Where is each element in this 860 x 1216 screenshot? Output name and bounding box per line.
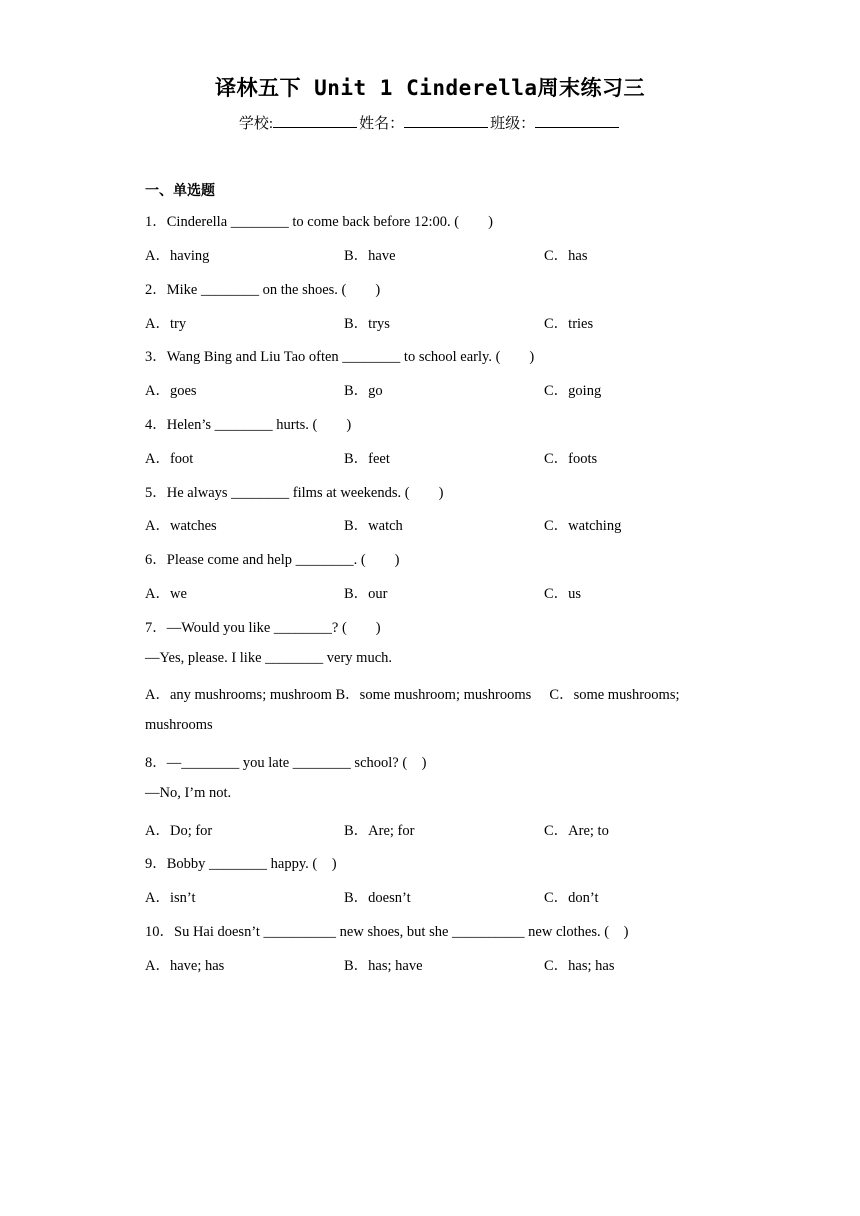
name-label: 姓名： (359, 116, 405, 132)
question-5-option-c: C．watching (544, 518, 622, 534)
section-title: 一、单选题 (145, 183, 215, 199)
question-2-option-b: B．trys (344, 316, 390, 332)
class-label: 班级： (490, 116, 536, 132)
class-blank (535, 114, 619, 128)
question-5-stem: 5．He always ________ films at weekends. ( ) (145, 485, 444, 501)
question-4-option-b: B．feet (344, 451, 390, 467)
question-6-option-a: A．we (145, 586, 187, 602)
question-8-option-a: A．Do; for (145, 823, 213, 839)
school-label: 学校: (238, 116, 274, 132)
question-3-option-b: B．go (344, 383, 383, 399)
question-3-option-c: C．going (544, 383, 602, 399)
student-info-line (0, 112, 860, 133)
question-9-stem: 9．Bobby ________ happy. ( ) (145, 856, 337, 872)
document-title: 译林五下 Unit 1 Cinderella周末练习三 (214, 76, 646, 100)
question-4-stem: 4．Helen’s ________ hurts. ( ) (145, 417, 352, 433)
question-7-options-wrap: mushrooms (145, 717, 213, 733)
question-2-stem: 2．Mike ________ on the shoes. ( ) (145, 282, 381, 298)
question-4-option-c: C．foots (544, 451, 598, 467)
question-9-option-b: B．doesn’t (344, 890, 411, 906)
question-7-stem: 7．—Would you like ________? ( ) (145, 620, 381, 636)
question-7-dialogue: —Yes, please. I like ________ very much. (145, 650, 393, 666)
question-5-option-b: B．watch (344, 518, 403, 534)
question-3-stem: 3．Wang Bing and Liu Tao often ________ to school early. ( ) (145, 349, 535, 365)
name-blank (404, 114, 488, 128)
question-10-option-c: C．has; has (544, 958, 615, 974)
school-blank (273, 114, 357, 128)
question-10-option-b: B．has; have (344, 958, 423, 974)
question-7-options: A．any mushrooms; mushroom B．some mushroom; mushrooms C．some mushrooms; (145, 687, 680, 703)
question-1-option-b: B．have (344, 248, 396, 264)
question-6-option-c: C．us (544, 586, 582, 602)
question-6-stem: 6．Please come and help ________. ( ) (145, 552, 400, 568)
question-10-option-a: A．have; has (145, 958, 225, 974)
question-6-option-b: B．our (344, 586, 388, 602)
question-9-option-a: A．isn’t (145, 890, 196, 906)
question-10-stem: 10．Su Hai doesn’t __________ new shoes, but she __________ new clothes. ( ) (145, 924, 629, 940)
question-3-option-a: A．goes (145, 383, 197, 399)
question-1-stem: 1．Cinderella ________ to come back before 12:00. ( ) (145, 214, 493, 230)
question-8-dialogue: —No, I’m not. (145, 785, 232, 801)
question-4-option-a: A．foot (145, 451, 194, 467)
question-2-option-a: A．try (145, 316, 187, 332)
question-8-option-b: B．Are; for (344, 823, 415, 839)
question-1-option-a: A．having (145, 248, 210, 264)
question-5-option-a: A．watches (145, 518, 217, 534)
question-9-option-c: C．don’t (544, 890, 599, 906)
question-1-option-c: C．has (544, 248, 588, 264)
question-8-stem: 8．—________ you late ________ school? ( ) (145, 755, 427, 771)
question-2-option-c: C．tries (544, 316, 594, 332)
question-8-option-c: C．Are; to (544, 823, 609, 839)
